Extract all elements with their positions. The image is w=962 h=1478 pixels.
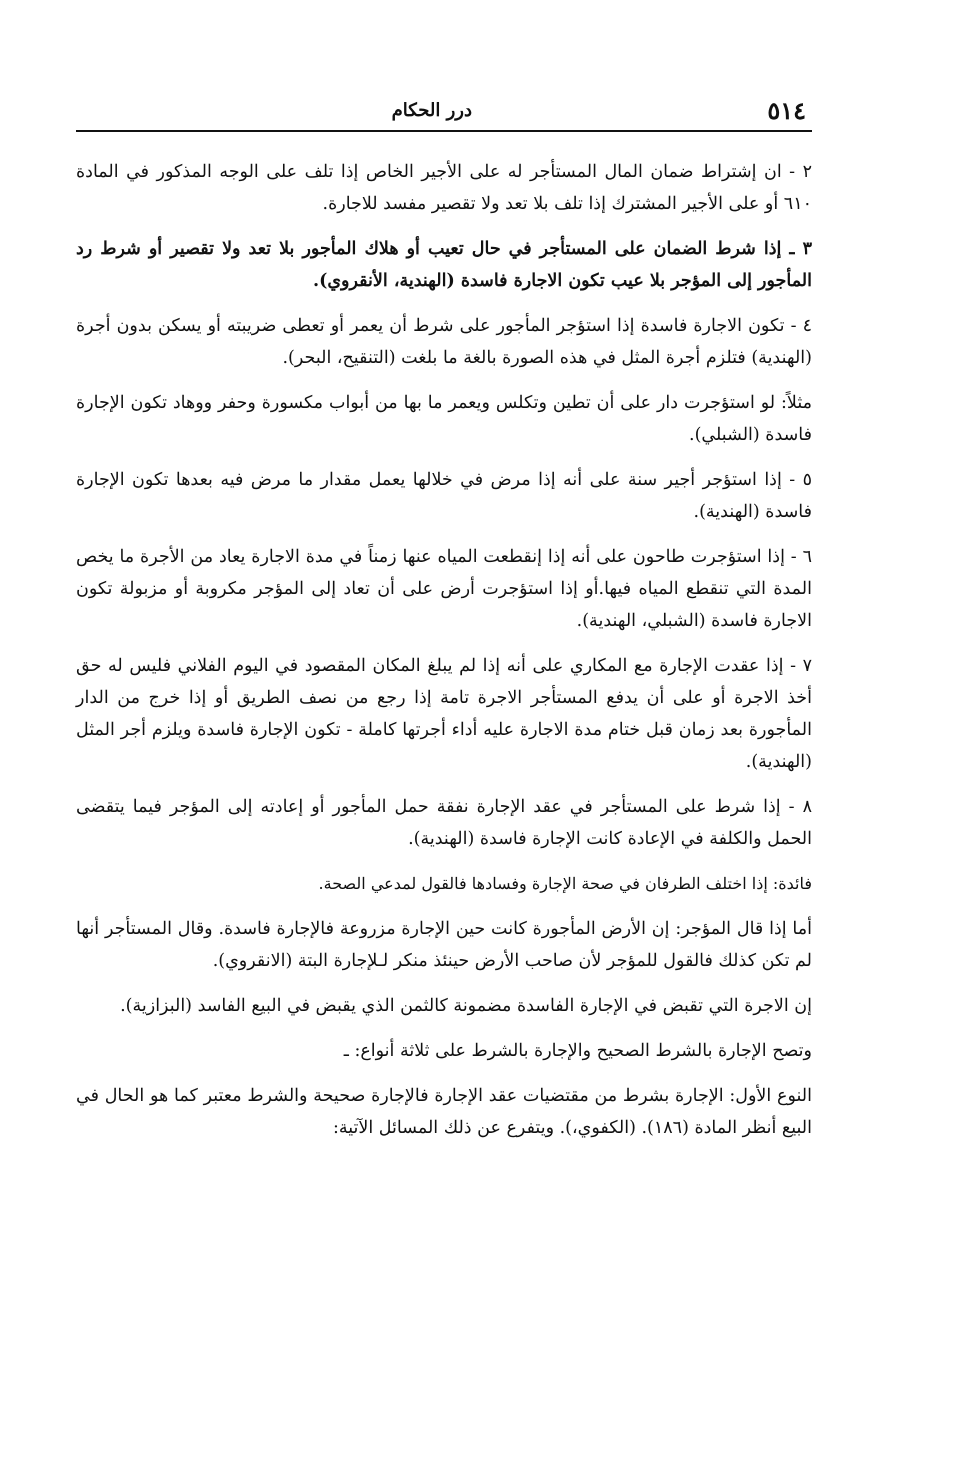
running-title: درر الحكام xyxy=(391,100,472,121)
paragraph-example: مثلاً: لو استؤجرت دار على أن تطين وتكلس ويعمر ما بها من أبواب مكسورة وحفر ووهاد تكون الإجارة فاسدة (الشبلي). xyxy=(76,393,812,445)
paragraph-item-3: ٣ ـ إذا شرط الضمان على المستأجر في حال تعيب أو هلاك المأجور بلا تعد ولا تقصير أو شرط رد المأجور إلى المؤجر بلا عيب تكون الاجارة فاسدة (الهندية، الأنقروي). xyxy=(76,239,812,291)
paragraph-condition-types: وتصح الإجارة بالشرط الصحيح والإجارة بالشرط على ثلاثة أنواع: ـ xyxy=(343,1041,812,1061)
paragraph-first-type: النوع الأول: الإجارة بشرط من مقتضيات عقد الإجارة فالإجارة صحيحة والشرط معتبر كما هو الحال في البيع أنظر المادة (١٨٦). (الكفوي،). ويتفرع عن ذلك المسائل الآتية: xyxy=(76,1086,812,1138)
paragraph-note: فائدة: إذا اختلف الطرفان في صحة الإجارة وفسادها فالقول لمدعي الصحة. xyxy=(318,874,812,893)
document-page xyxy=(76,92,812,1157)
paragraph-item-2: ٢ - ان إشتراط ضمان المال المستأجر له على الأجير الخاص إذا تلف على الوجه المذكور في المادة ٦١٠ أو على الأجير المشترك إذا تلف بلا تعد ولا تقصير مفسد للاجارة. xyxy=(76,162,812,214)
page-header xyxy=(76,92,812,132)
paragraph-item-8: ٨ - إذا شرط على المستأجر في عقد الإجارة نفقة حمل المأجور أو إعادته إلى المؤجر فيما يتقضى الحمل والكلفة في الإعادة كانت الإجارة فاسدة (الهندية). xyxy=(76,797,812,849)
page-body xyxy=(76,156,812,1144)
page-number: ٥١٤ xyxy=(767,96,806,125)
paragraph-wage-guarantee: إن الاجرة التي تقبض في الإجارة الفاسدة مضمونة كالثمن الذي يقبض في البيع الفاسد (البزازية). xyxy=(120,996,812,1016)
paragraph-item-5: ٥ - إذا استؤجر أجير سنة على أنه إذا مرض في خلالها يعمل مقدار ما مرض فيه بعدها تكون الإجارة فاسدة (الهندية). xyxy=(76,470,812,522)
paragraph-lessor-claim: أما إذا قال المؤجر: إن الأرض المأجورة كانت حين الإجارة مزروعة فالإجارة فاسدة. وقال المستأجر أنها لم تكن كذلك فالقول للمؤجر لأن صاحب الأرض حينئذ منكر لـلإجارة البتة (الانقروي). xyxy=(76,919,812,971)
paragraph-item-7: ٧ - إذا عقدت الإجارة مع المكاري على أنه إذا لم يبلغ المكان المقصود في اليوم الفلاني فليس له حق أخذ الاجرة أو على أن يدفع المستأجر الاجرة تامة إذا رجع من نصف الطريق أو إذا خرج من الدار المأجورة بعد زمان قبل ختام مدة الاجارة عليه أداء أجرتها كاملة - تكون الإجارة فاسدة ويلزم أجر المثل (الهندية). xyxy=(76,656,812,772)
paragraph-item-4: ٤ - تكون الاجارة فاسدة إذا استؤجر المأجور على شرط أن يعمر أو تعطى ضريبته أو يسكن بدون أجرة (الهندية) فتلزم أجرة المثل في هذه الصورة بالغة ما بلغت (التنقيح، البحر). xyxy=(76,316,812,368)
paragraph-item-6: ٦ - إذا استؤجرت طاحون على أنه إذا إنقطعت المياه عنها زمناً في مدة الاجارة يعاد من الأجرة ما يخص المدة التي تنقطع المياه فيها.أو إذا استؤجرت أرض على أن تعاد إلى المؤجر مكروبة أو مزبولة تكون الاجارة فاسدة (الشبلي، الهندية). xyxy=(76,547,812,631)
